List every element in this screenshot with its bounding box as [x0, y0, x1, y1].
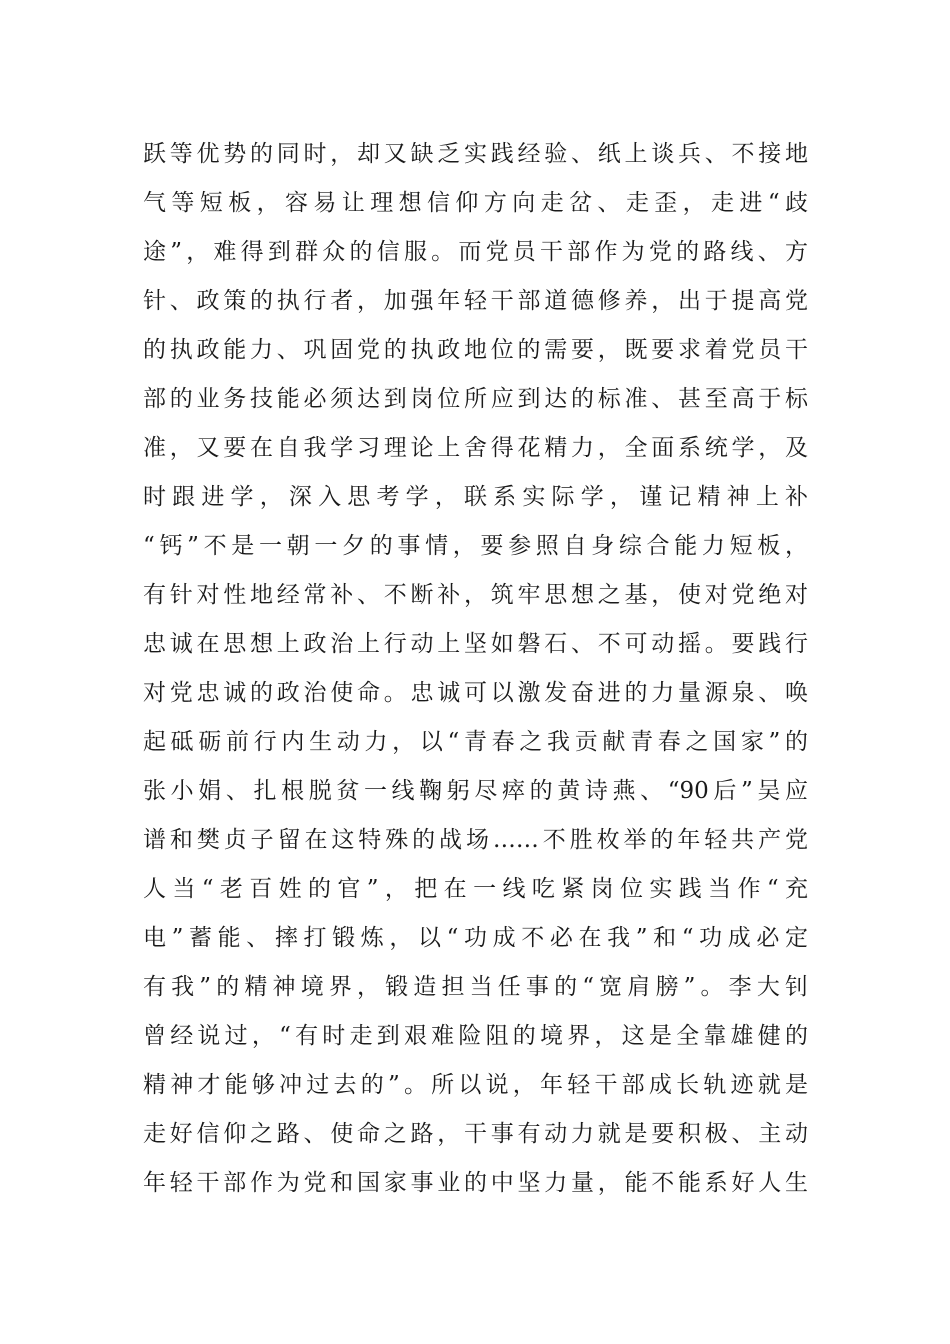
- text-line: 途”，难得到群众的信服。而党员干部作为党的路线、方: [143, 239, 808, 265]
- text-line: 张小娟、扎根脱贫一线鞠躬尽瘁的黄诗燕、“90后”吴应: [143, 778, 808, 804]
- text-line: 时跟进学，深入思考学，联系实际学，谨记精神上补: [143, 484, 808, 510]
- text-line: 谱和樊贞子留在这特殊的战场……不胜枚举的年轻共产党: [143, 827, 808, 853]
- text-line: 准，又要在自我学习理论上舍得花精力，全面系统学，及: [143, 435, 808, 461]
- text-line: 起砥砺前行内生动力，以“青春之我贡献青春之国家”的: [143, 729, 808, 755]
- text-line: 部的业务技能必须达到岗位所应到达的标准、甚至高于标: [143, 386, 808, 412]
- body-text: [143, 130, 808, 1208]
- text-line: 的执政能力、巩固党的执政地位的需要，既要求着党员干: [143, 337, 808, 363]
- text-line: 走好信仰之路、使命之路，干事有动力就是要积极、主动: [143, 1121, 808, 1147]
- text-line: 有我”的精神境界，锻造担当任事的“宽肩膀”。李大钊: [143, 974, 808, 1000]
- text-line: “钙”不是一朝一夕的事情，要参照自身综合能力短板，: [143, 533, 808, 559]
- text-line: 气等短板，容易让理想信仰方向走岔、走歪，走进“歧: [143, 190, 808, 216]
- text-line: 跃等优势的同时，却又缺乏实践经验、纸上谈兵、不接地: [143, 141, 808, 167]
- text-line: 精神才能够冲过去的”。所以说，年轻干部成长轨迹就是: [143, 1072, 808, 1098]
- text-line: 对党忠诚的政治使命。忠诚可以激发奋进的力量源泉、唤: [143, 680, 808, 706]
- text-line: 电”蓄能、摔打锻炼，以“功成不必在我”和“功成必定: [143, 925, 808, 951]
- text-line: 有针对性地经常补、不断补，筑牢思想之基，使对党绝对: [143, 582, 808, 608]
- text-line: 针、政策的执行者，加强年轻干部道德修养，出于提高党: [143, 288, 808, 314]
- text-line: 曾经说过，“有时走到艰难险阻的境界，这是全靠雄健的: [143, 1023, 808, 1049]
- text-line: 年轻干部作为党和国家事业的中坚力量，能不能系好人生: [143, 1170, 808, 1196]
- text-line: 忠诚在思想上政治上行动上坚如磐石、不可动摇。要践行: [143, 631, 808, 657]
- text-line: 人当“老百姓的官”，把在一线吃紧岗位实践当作“充: [143, 876, 808, 902]
